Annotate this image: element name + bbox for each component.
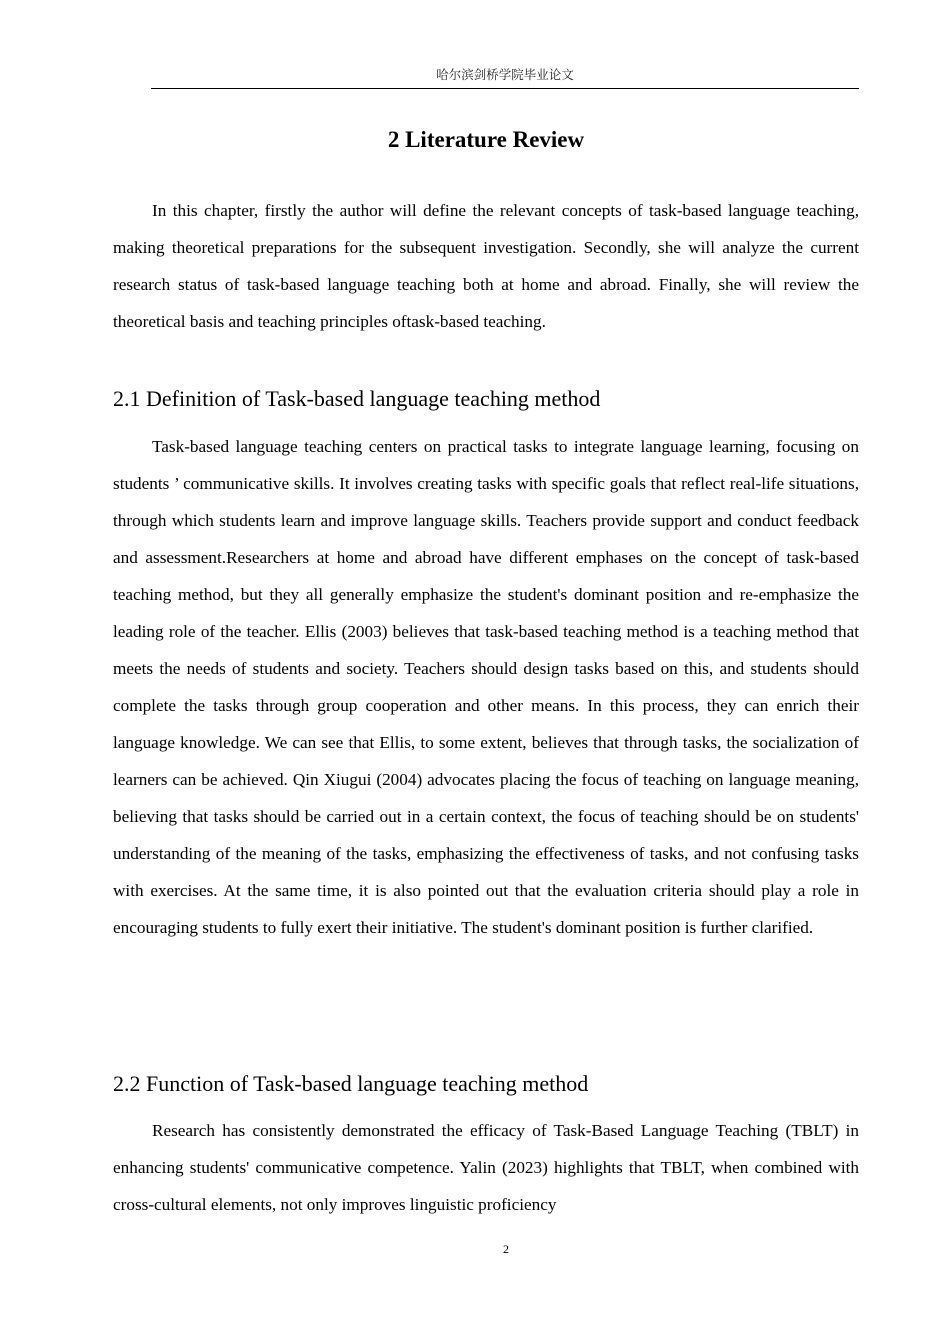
section-heading-2-2: 2.2 Function of Task-based language teaching method [113, 1071, 589, 1096]
page-header: 哈尔滨剑桥学院毕业论文 [151, 66, 859, 89]
section-heading-2-1: 2.1 Definition of Task-based language teaching method [113, 386, 601, 411]
section-2-2-paragraph: Research has consistently demonstrated the efficacy of Task-Based Language Teaching (TBLT) in enhancing students' communicative competence. Yalin (2023) highlights that TBLT, when combined with cross-cultural elements, not only improves linguistic proficiency [113, 1121, 859, 1214]
page-number: 2 [503, 1242, 509, 1256]
chapter-title: 2 Literature Review [387, 127, 585, 152]
intro-paragraph: In this chapter, firstly the author will define the relevant concepts of task-based language teaching, making theoretical preparations for the subsequent investigation. Secondly, she will analyze the current research status of task-based language teaching both at home and abroad. Finally, she will review the theoretical basis and teaching principles oftask-based teaching. [113, 201, 859, 331]
section-2-1-paragraph: Task-based language teaching centers on practical tasks to integrate language learning, focusing on students ’ communicative skills. It involves creating tasks with specific goals that reflect real-life situations, through which students learn and improve language skills. Teachers provide support and conduct feedback and assessment.Researchers at home and abroad have different emphases on the concept of task-based teaching method, but they all generally emphasize the student's dominant position and re-emphasize the leading role of the teacher. Ellis (2003) believes that task-based teaching method is a teaching method that meets the needs of students and society. Teachers should design tasks based on this, and students should complete the tasks through group cooperation and other means. In this process, they can enrich their language knowledge. We can see that Ellis, to some extent, believes that through tasks, the socialization of learners can be achieved. Qin Xiugui (2004) advocates placing the focus of teaching on language meaning, believing that tasks should be carried out in a certain context, the focus of teaching should be on students' understanding of the meaning of the tasks, emphasizing the effectiveness of tasks, and not confusing tasks with exercises. At the same time, it is also pointed out that the evaluation criteria should play a role in encouraging students to fully exert their initiative. The student's dominant position is further clarified. [113, 437, 859, 937]
